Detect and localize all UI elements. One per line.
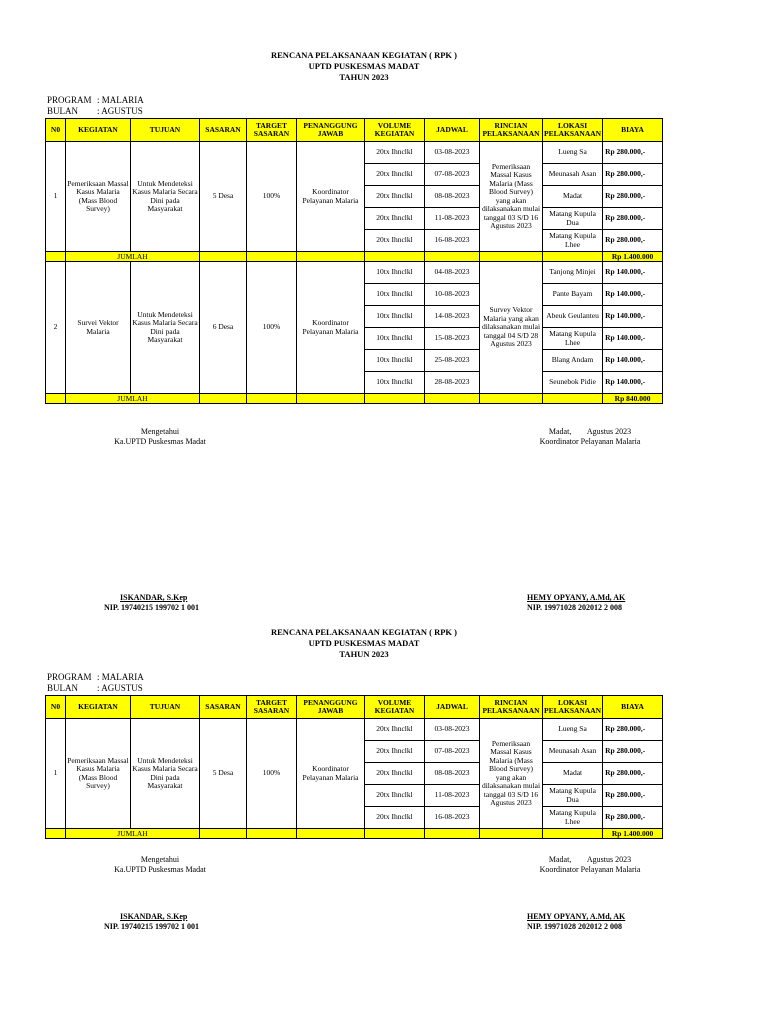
mengetahui-text: Mengetahui: [140, 855, 180, 864]
jumlah-value: Rp 1.400.000: [603, 252, 663, 262]
volume-cell: 10tx Ihnclkl: [365, 328, 425, 350]
right-position-text: Koordinator Pelayanan Malaria: [539, 865, 641, 874]
volume-cell: 20tx Ihnclkl: [365, 763, 425, 785]
activity-no: 1: [46, 142, 66, 252]
jumlah-row: [46, 829, 663, 839]
activity-penanggung: Koordinator Pelayanan Malaria: [297, 719, 365, 829]
activity-sasaran: 6 Desa: [200, 262, 247, 394]
lokasi-cell: Meunasah Asan: [543, 164, 603, 186]
bulan-line: [47, 683, 143, 694]
activity-target: 100%: [247, 142, 297, 252]
activity-no: 1: [46, 719, 66, 829]
volume-cell: 20tx Ihnclkl: [365, 719, 425, 741]
jadwal-cell: 11-08-2023: [425, 785, 480, 807]
volume-cell: 10tx Ihnclkl: [365, 284, 425, 306]
bulan-label: BULAN: [47, 106, 78, 116]
volume-cell: 20tx Ihnclkl: [365, 142, 425, 164]
activity-sasaran: 5 Desa: [200, 142, 247, 252]
lokasi-cell: Abeuk Geulanteu: [543, 306, 603, 328]
jadwal-cell: 14-08-2023: [425, 306, 480, 328]
right-signature-heading: [505, 855, 675, 875]
activity-kegiatan: Pemeriksaan Massal Kasus Malaria (Mass Blood Survey): [66, 142, 131, 252]
header-tujuan: TUJUAN: [131, 119, 200, 142]
activity-rincian: Pemeriksaan Massal Kasus Malaria (Mass Blood Survey) yang akan dilaksanakan mulai tanggal 03 S/D 16 Agustus 2023: [480, 719, 543, 829]
table-row: [46, 719, 663, 741]
left-signatory: [104, 912, 199, 932]
header-penanggung: PENANGGUNG JAWAB: [297, 696, 365, 719]
biaya-cell: Rp 280.000,-: [603, 230, 663, 252]
lokasi-cell: Lueng Sa: [543, 142, 603, 164]
volume-cell: 10tx Ihnclkl: [365, 350, 425, 372]
activity-no: 2: [46, 262, 66, 394]
lokasi-cell: Blang Andam: [543, 350, 603, 372]
activity-sasaran: 5 Desa: [200, 719, 247, 829]
header-kegiatan: KEGIATAN: [66, 696, 131, 719]
biaya-cell: Rp 280.000,-: [603, 164, 663, 186]
doc-subtitle: UPTD PUSKESMAS MADAT: [308, 61, 420, 71]
header-lokasi: LOKASI PELAKSANAAN: [543, 696, 603, 719]
doc-year: TAHUN 2023: [339, 72, 389, 82]
lokasi-cell: Matang Kupula Dua: [543, 208, 603, 230]
header-tujuan: TUJUAN: [131, 696, 200, 719]
jadwal-cell: 25-08-2023: [425, 350, 480, 372]
activity-tujuan: Untuk Mendeteksi Kasus Malaria Secara Dini pada Masyarakat: [131, 719, 200, 829]
jadwal-cell: 03-08-2023: [425, 719, 480, 741]
program-value: : MALARIA: [97, 95, 144, 105]
header-kegiatan: KEGIATAN: [66, 119, 131, 142]
biaya-cell: Rp 280.000,-: [603, 785, 663, 807]
lokasi-cell: Meunasah Asan: [543, 741, 603, 763]
place-date-text: Madat, Agustus 2023: [548, 427, 632, 436]
jadwal-cell: 28-08-2023: [425, 372, 480, 394]
activity-penanggung: Koordinator Pelayanan Malaria: [297, 142, 365, 252]
left-position-text: Ka.UPTD Puskesmas Madat: [114, 437, 206, 446]
lokasi-cell: Tanjong Minjei: [543, 262, 603, 284]
volume-cell: 20tx Ihnclkl: [365, 208, 425, 230]
activity-penanggung: Koordinator Pelayanan Malaria: [297, 262, 365, 394]
biaya-cell: Rp 140.000,-: [603, 284, 663, 306]
volume-cell: 20tx Ihnclkl: [365, 230, 425, 252]
lokasi-cell: Matang Kupula Dua: [543, 785, 603, 807]
biaya-cell: Rp 280.000,-: [603, 763, 663, 785]
header-biaya: BIAYA: [603, 696, 663, 719]
biaya-cell: Rp 280.000,-: [603, 741, 663, 763]
jadwal-cell: 10-08-2023: [425, 284, 480, 306]
lokasi-cell: Lueng Sa: [543, 719, 603, 741]
header-no: N0: [46, 696, 66, 719]
bulan-value: : AGUSTUS: [97, 106, 143, 116]
mengetahui-text: Mengetahui: [140, 427, 180, 436]
biaya-cell: Rp 140.000,-: [603, 306, 663, 328]
place-date-text: Madat, Agustus 2023: [548, 855, 632, 864]
volume-cell: 10tx Ihnclkl: [365, 306, 425, 328]
biaya-cell: Rp 280.000,-: [603, 719, 663, 741]
header-sasaran: SASARAN: [200, 119, 247, 142]
volume-cell: 20tx Ihnclkl: [365, 164, 425, 186]
volume-cell: 20tx Ihnclkl: [365, 186, 425, 208]
lokasi-cell: Matang Kupula Lhee: [543, 807, 603, 829]
volume-cell: 20tx Ihnclkl: [365, 807, 425, 829]
biaya-cell: Rp 140.000,-: [603, 328, 663, 350]
jadwal-cell: 15-08-2023: [425, 328, 480, 350]
header-sasaran: SASARAN: [200, 696, 247, 719]
header-biaya: BIAYA: [603, 119, 663, 142]
activity-rincian: Pemeriksaan Massal Kasus Malaria (Mass Blood Survey) yang akan dilaksanakan mulai tanggal 03 S/D 16 Agustus 2023: [480, 142, 543, 252]
right-signatory-name: HEMY OPYANY, A.Md, AK: [527, 593, 626, 602]
jadwal-cell: 07-08-2023: [425, 741, 480, 763]
header-volume: VOLUME KEGIATAN: [365, 119, 425, 142]
right-position-text: Koordinator Pelayanan Malaria: [539, 437, 641, 446]
left-signatory-nip: NIP. 19740215 199702 1 001: [104, 922, 200, 931]
header-no: N0: [46, 119, 66, 142]
left-signatory-nip: NIP. 19740215 199702 1 001: [104, 603, 200, 612]
activity-rincian: Survey Vektor Malaria yang akan dilaksanakan mulai tanggal 04 S/D 28 Agustus 2023: [480, 262, 543, 394]
bulan-value: : AGUSTUS: [97, 683, 143, 693]
activity-tujuan: Untuk Mendeteksi Kasus Malaria Secara Dini pada Masyarakat: [131, 142, 200, 252]
header-jadwal: JADWAL: [425, 119, 480, 142]
header-penanggung: PENANGGUNG JAWAB: [297, 119, 365, 142]
header-target: TARGET SASARAN: [247, 119, 297, 142]
rpk-table: [45, 695, 663, 839]
right-signatory-name: HEMY OPYANY, A.Md, AK: [527, 912, 626, 921]
right-signatory-nip: NIP. 19971028 202012 2 008: [527, 603, 623, 612]
lokasi-cell: Matang Kupula Lhee: [543, 230, 603, 252]
jadwal-cell: 04-08-2023: [425, 262, 480, 284]
lokasi-cell: Madat: [543, 186, 603, 208]
jadwal-cell: 03-08-2023: [425, 142, 480, 164]
activity-kegiatan: Survei Vektor Malaria: [66, 262, 131, 394]
activity-tujuan: Untuk Mendeteksi Kasus Malaria Secara Dini pada Masyarakat: [131, 262, 200, 394]
program-label: PROGRAM: [47, 95, 92, 105]
jumlah-value: Rp 1.400.000: [603, 829, 663, 839]
jumlah-label: JUMLAH: [66, 252, 200, 262]
table-header-row: [46, 696, 663, 719]
header-lokasi: LOKASI PELAKSANAAN: [543, 119, 603, 142]
header-jadwal: JADWAL: [425, 696, 480, 719]
biaya-cell: Rp 280.000,-: [603, 208, 663, 230]
left-signature-heading: [80, 855, 240, 875]
biaya-cell: Rp 280.000,-: [603, 807, 663, 829]
biaya-cell: Rp 280.000,-: [603, 186, 663, 208]
biaya-cell: Rp 140.000,-: [603, 262, 663, 284]
biaya-cell: Rp 140.000,-: [603, 372, 663, 394]
doc-title: RENCANA PELAKSANAAN KEGIATAN ( RPK ): [271, 50, 457, 60]
biaya-cell: Rp 140.000,-: [603, 350, 663, 372]
jadwal-cell: 07-08-2023: [425, 164, 480, 186]
header-target: TARGET SASARAN: [247, 696, 297, 719]
lokasi-cell: Pante Bayam: [543, 284, 603, 306]
jumlah-label: JUMLAH: [66, 394, 200, 404]
program-line: [47, 672, 144, 683]
jumlah-label: JUMLAH: [66, 829, 200, 839]
header-rincian: RINCIAN PELAKSANAAN: [480, 696, 543, 719]
jumlah-value: Rp 840.000: [603, 394, 663, 404]
doc-title: RENCANA PELAKSANAAN KEGIATAN ( RPK ): [271, 627, 457, 637]
header-volume: VOLUME KEGIATAN: [365, 696, 425, 719]
lokasi-cell: Matang Kupula Lhee: [543, 328, 603, 350]
jadwal-cell: 16-08-2023: [425, 807, 480, 829]
lokasi-cell: Seunebok Pidie: [543, 372, 603, 394]
program-label: PROGRAM: [47, 672, 92, 682]
activity-target: 100%: [247, 719, 297, 829]
right-signatory: [527, 912, 625, 932]
volume-cell: 10tx Ihnclkl: [365, 262, 425, 284]
biaya-cell: Rp 280.000,-: [603, 142, 663, 164]
volume-cell: 20tx Ihnclkl: [365, 741, 425, 763]
jadwal-cell: 08-08-2023: [425, 763, 480, 785]
volume-cell: 20tx Ihnclkl: [365, 785, 425, 807]
volume-cell: 10tx Ihnclkl: [365, 372, 425, 394]
activity-target: 100%: [247, 262, 297, 394]
doc-subtitle: UPTD PUSKESMAS MADAT: [308, 638, 420, 648]
jadwal-cell: 08-08-2023: [425, 186, 480, 208]
jadwal-cell: 11-08-2023: [425, 208, 480, 230]
program-value: : MALARIA: [97, 672, 144, 682]
left-signatory-name: ISKANDAR, S.Kep: [120, 912, 188, 921]
left-signatory-name: ISKANDAR, S.Kep: [120, 593, 188, 602]
activity-kegiatan: Pemeriksaan Massal Kasus Malaria (Mass Blood Survey): [66, 719, 131, 829]
header-rincian: RINCIAN PELAKSANAAN: [480, 119, 543, 142]
left-position-text: Ka.UPTD Puskesmas Madat: [114, 865, 206, 874]
bulan-label: BULAN: [47, 683, 78, 693]
right-signatory-nip: NIP. 19971028 202012 2 008: [527, 922, 623, 931]
doc-year: TAHUN 2023: [339, 649, 389, 659]
jadwal-cell: 16-08-2023: [425, 230, 480, 252]
lokasi-cell: Madat: [543, 763, 603, 785]
